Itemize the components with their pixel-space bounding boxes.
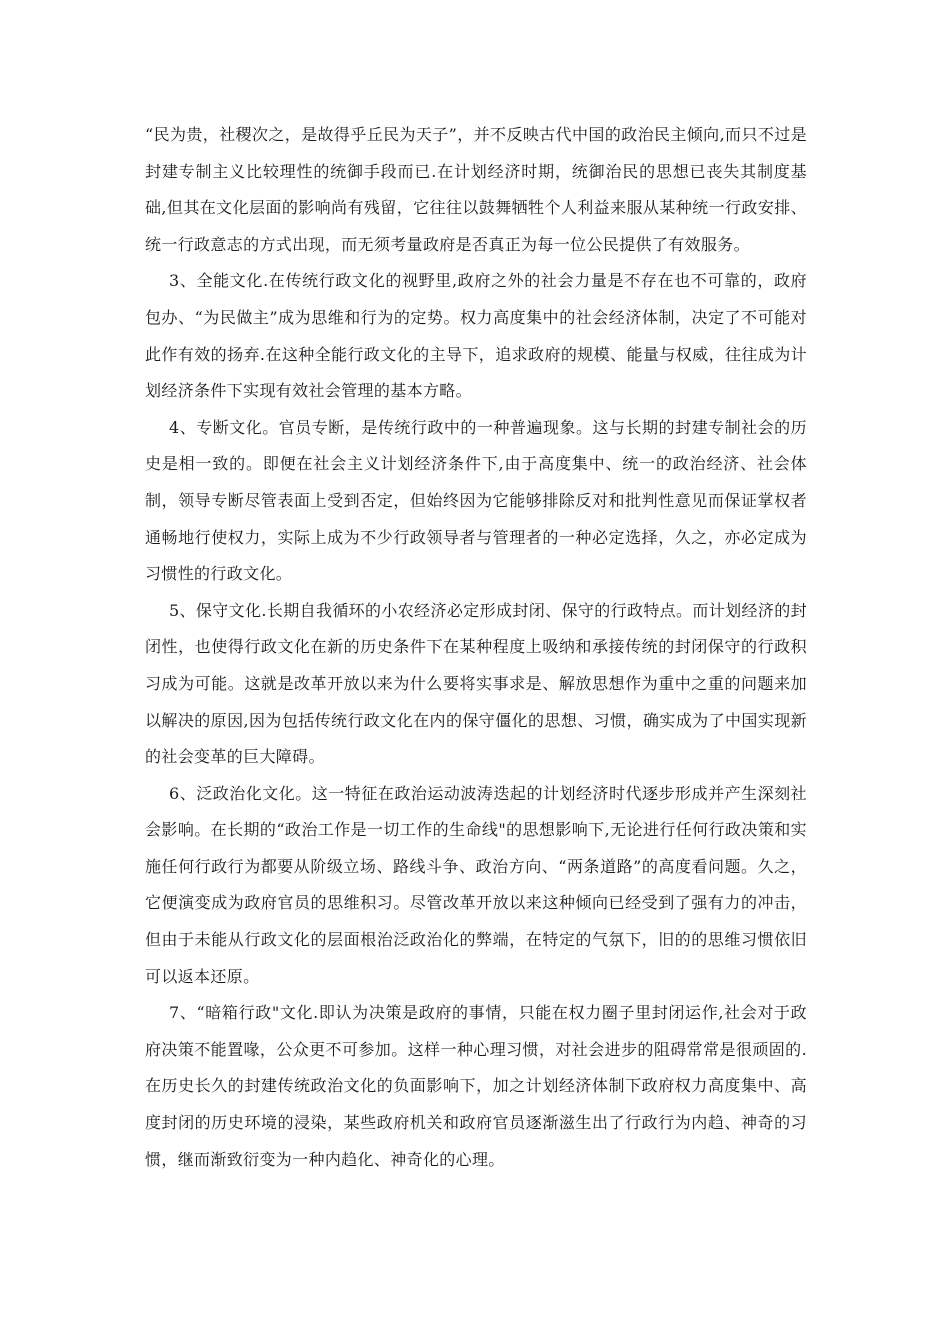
paragraph-politicized-culture: 6、泛政治化文化。这一特征在政治运动波涛迭起的计划经济时代逐步形成并产生深刻社会影响。在长期的“政治工作是一切工作的生命线"的思想影响下,无论进行任何行政决策和实施任何行政行为都要从阶级立场、路线斗争、政治方向、“两条道路”的高度看问题。久之，它便演变成为政府官员的思维积习。尽管改革开放以来这种倾向已经受到了强有力的冲击，但由于未能从行政文化的层面根治泛政治化的弊端，在特定的气氛下，旧的的思维习惯依旧可以返本还原。 (145, 783, 807, 986)
document-body (145, 117, 807, 1178)
paragraph-black-box-culture: 7、“暗箱行政"文化.即认为决策是政府的事情，只能在权力圈子里封闭运作,社会对于政府决策不能置喙，公众更不可参加。这样一种心理习惯，对社会进步的阻碍常常是很顽固的.在历史长久的封建传统政治文化的负面影响下，加之计划经济体制下政府权力高度集中、高度封闭的历史环境的浸染，某些政府机关和政府官员逐渐滋生出了行政行为内趋、神奇的习惯，继而渐致衍变为一种内趋化、神奇化的心理。 (145, 1003, 807, 1169)
paragraph-arbitrary-culture: 4、专断文化。官员专断，是传统行政中的一种普遍现象。这与长期的封建专制社会的历史是相一致的。即便在社会主义计划经济条件下,由于高度集中、统一的政治经济、社会体制，领导专断尽管表面上受到否定，但始终因为它能够排除反对和批判性意见而保证掌权者通畅地行使权力，实际上成为不少行政领导者与管理者的一种必定选择，久之，亦必定成为习惯性的行政文化。 (145, 417, 807, 584)
paragraph-intro-continuation: “民为贵，社稷次之，是故得乎丘民为天子”，并不反映古代中国的政治民主倾向,而只不过是封建专制主义比较理性的统御手段而已.在计划经济时期，统御治民的思想已丧失其制度基础,但其在文化层面的影响尚有残留，它往往以鼓舞牺牲个人利益来服从某种统一行政安排、统一行政意志的方式出现，而无须考量政府是否真正为每一位公民提供了有效服务。 (145, 125, 807, 254)
paragraph-conservative-culture: 5、保守文化.长期自我循环的小农经济必定形成封闭、保守的行政特点。而计划经济的封闭性，也使得行政文化在新的历史条件下在某种程度上吸纳和承接传统的封闭保守的行政积习成为可能。这就是改革开放以来为什么要将实事求是、解放思想作为重中之重的问题来加以解决的原因,因为包括传统行政文化在内的保守僵化的思想、习惯，确实成为了中国实现新的社会变革的巨大障碍。 (145, 600, 807, 767)
paragraph-omnipotent-culture: 3、全能文化.在传统行政文化的视野里,政府之外的社会力量是不存在也不可靠的，政府包办、“为民做主”成为思维和行为的定势。权力高度集中的社会经济体制，决定了不可能对此作有效的扬弃.在这种全能行政文化的主导下，追求政府的规模、能量与权威，往往成为计划经济条件下实现有效社会管理的基本方略。 (145, 271, 807, 401)
